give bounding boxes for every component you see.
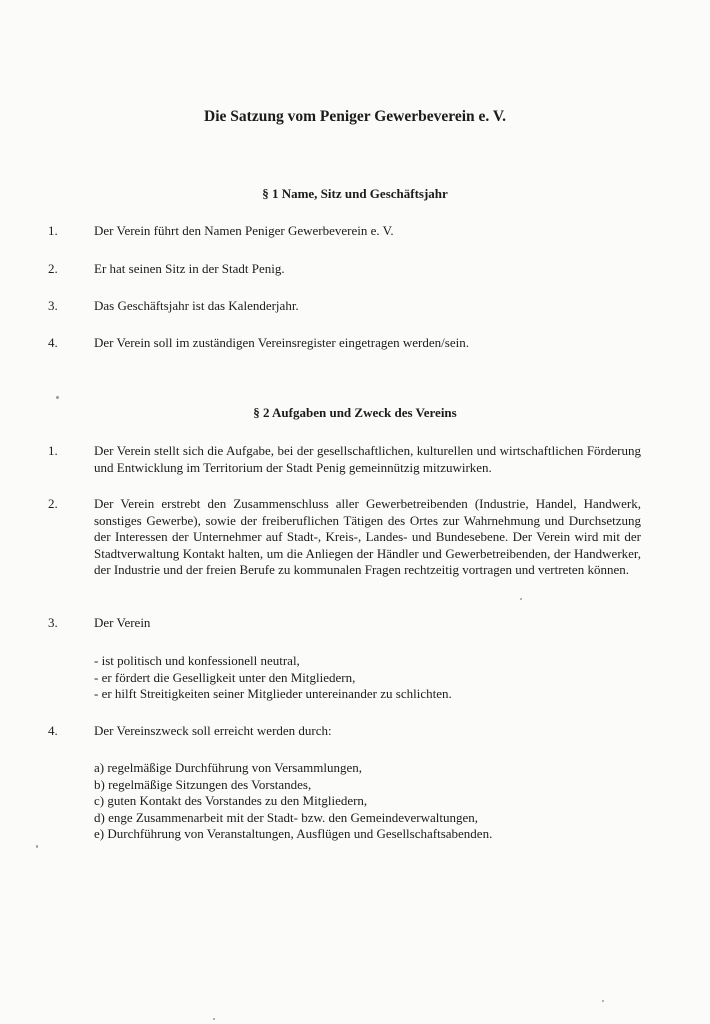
s1-item-1-text: Der Verein führt den Namen Peniger Gewerbeverein e. V.	[94, 223, 394, 238]
list-item: a) regelmäßige Durchführung von Versammlungen,	[94, 760, 362, 775]
scan-speck	[56, 396, 59, 399]
list-item: - er fördert die Geselligkeit unter den Mitgliedern,	[94, 669, 356, 685]
scan-speck	[36, 845, 38, 848]
s1-item-1-number: 1.	[48, 223, 58, 238]
s2-item-3-number: 3.	[48, 615, 58, 630]
s1-item-2-text: Er hat seinen Sitz in der Stadt Penig.	[94, 261, 285, 276]
list-item: c) guten Kontakt des Vorstandes zu den Mitgliedern,	[94, 793, 368, 808]
list-item: - ist politisch und konfessionell neutral,	[94, 653, 300, 668]
scan-speck	[520, 598, 522, 600]
s2-item-4-sublist	[94, 760, 654, 843]
s2-item-4-number: 4.	[48, 723, 58, 738]
s2-item-2-number: 2.	[48, 496, 58, 511]
list-item: - er hilft Streitigkeiten seiner Mitglieder untereinander zu schlichten.	[94, 686, 452, 701]
scan-speck	[213, 1018, 215, 1020]
scan-speck	[602, 1000, 604, 1002]
section-1-heading: § 1 Name, Sitz und Geschäftsjahr	[262, 186, 448, 201]
list-item: d) enge Zusammenarbeit mit der Stadt- bzw. den Gemeindeverwaltungen,	[94, 809, 478, 825]
list-item: b) regelmäßige Sitzungen des Vorstandes,	[94, 776, 312, 792]
s2-item-4-text: Der Vereinszweck soll erreicht werden durch:	[94, 723, 332, 738]
s2-item-3-text: Der Verein	[94, 615, 151, 630]
s1-item-4-text: Der Verein soll im zuständigen Vereinsregister eingetragen werden/sein.	[94, 335, 469, 350]
s1-item-4-number: 4.	[48, 335, 58, 350]
s1-item-3-text: Das Geschäftsjahr ist das Kalenderjahr.	[94, 298, 299, 313]
s1-item-3-number: 3.	[48, 298, 58, 313]
s2-item-3-sublist	[94, 653, 654, 703]
s1-item-2-number: 2.	[48, 261, 58, 276]
list-item: e) Durchführung von Veranstaltungen, Ausflügen und Gesellschaftsabenden.	[94, 826, 493, 841]
s2-item-1-text: Der Verein stellt sich die Aufgabe, bei der gesellschaftlichen, kulturellen und wirtschaftlichen Förderung und Entwicklung im Territorium der Stadt Penig gemeinnützig mitzuwirken.	[94, 443, 641, 475]
s2-item-1-number: 1.	[48, 443, 58, 458]
document-title: Die Satzung vom Peniger Gewerbeverein e. V.	[204, 108, 506, 125]
s2-item-2-text: Der Verein erstrebt den Zusammenschluss aller Gewerbetreibenden (Industrie, Handel, Handwerk, sonstiges Gewerbe), sowie der freiberuflichen Tätigen des Ortes zur Wahrnehmung und Durchsetzung der Interessen der Unternehmer auf Stadt-, Kreis-, Landes- und Bundesebene. Der Verein wird mit der Stadtverwaltung Kontakt halten, um die Anliegen der Händler und Gewerbetreibenden, der Handwerker, der Industrie und der freien Berufe zu kommunalen Fragen rechtzeitig vortragen und vertreten können.	[94, 496, 641, 577]
section-2-heading: § 2 Aufgaben und Zweck des Vereins	[253, 405, 457, 420]
